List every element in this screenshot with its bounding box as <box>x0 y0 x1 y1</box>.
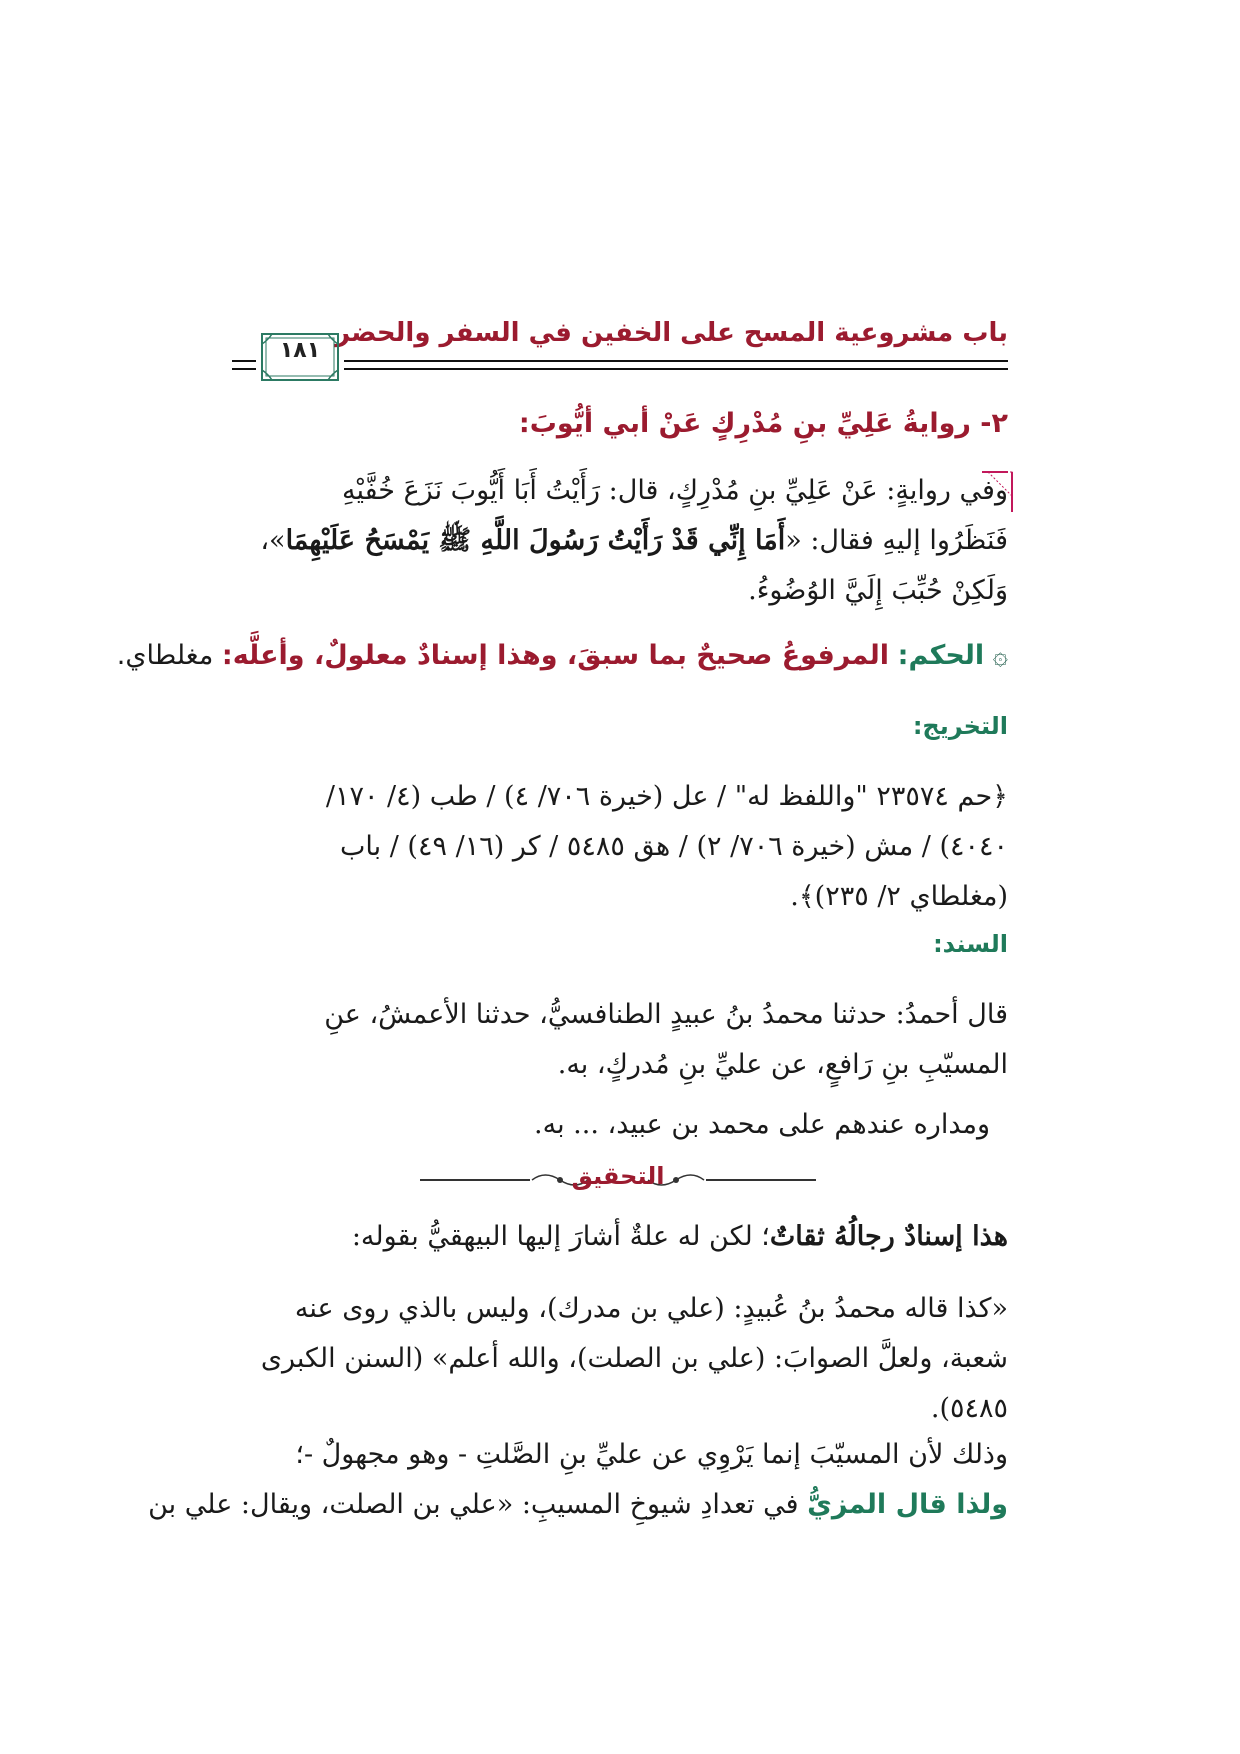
analysis-rest: ؛ لكن له علةٌ أشارَ إليها البيهقيُّ بقوله: <box>351 1221 770 1252</box>
quote-line: ٥٤٨٥). <box>930 1393 1008 1424</box>
narration-line <box>232 516 1008 566</box>
header-rule <box>344 360 1008 362</box>
quote-line: شعبة، ولعلَّ الصوابَ: (علي بن الصلت)، والله أعلم» (السنن الكبرى <box>260 1343 1008 1374</box>
takhrij-heading: التخريج: <box>912 712 1008 740</box>
explanation-rest: في تعدادِ شيوخِ المسيبِ: «علي بن الصلت، ويقال: علي بن <box>148 1489 808 1520</box>
takhrij-line: ٤٠٤٠) / مش (خيرة ٧٠٦/ ٢) / هق ٥٤٨٥ / كر (١٦/ ٤٩) / باب <box>340 831 1008 862</box>
hadith-text: أَمَا إِنِّي قَدْ رَأَيْتُ رَسُولَ اللَّهِ ﷺ يَمْسَحُ عَلَيْهِمَا <box>285 525 786 556</box>
madar-line: ومداره عندهم على محمد بن عبيد، ... به. <box>534 1109 990 1140</box>
madar-text <box>232 1100 1008 1150</box>
header-rule <box>232 368 256 370</box>
ruling-text: المرفوعُ صحيحٌ بما سبقَ، وهذا إسنادٌ معلولٌ، وأعلَّه: <box>221 640 890 671</box>
tahqiq-heading: التحقيق <box>571 1162 665 1190</box>
narration-text-end: »، <box>260 525 286 556</box>
sanad-heading: السند: <box>933 930 1008 958</box>
sanad-text <box>232 990 1008 1090</box>
running-header <box>232 318 1008 388</box>
narration-line: وفي روايةٍ: عَنْ عَلِيِّ بنِ مُدْرِكٍ، قال: رَأَيْتُ أَبَا أَيُّوبَ نَزَعَ خُفَّيْهِ <box>342 475 1008 506</box>
explanation-line: وذلك لأن المسيّبَ إنما يَرْوِي عن عليِّ بنِ الصَّلتِ - وهو مجهولٌ -؛ <box>295 1439 1008 1470</box>
tahqiq-divider <box>420 1162 816 1196</box>
header-rule <box>232 360 256 362</box>
narration-text <box>232 466 1008 616</box>
ruling <box>116 640 1008 671</box>
explanation-line <box>148 1480 1008 1530</box>
quote-paragraph <box>232 1284 1008 1434</box>
flower-ornament-icon: ۞ <box>992 641 1008 671</box>
analysis-line <box>232 1212 1008 1262</box>
takhrij-line: ﴿حم ٢٣٥٧٤ "واللفظ له" / عل (خيرة ٧٠٦/ ٤) / طب (٤/ ١٧٠/ <box>325 781 1008 812</box>
chapter-title: باب مشروعية المسح على الخفين في السفر والحضر <box>335 318 1008 348</box>
ruling-label: الحكم: <box>897 640 985 671</box>
mizzi-emphasis: ولذا قال المزيُّ <box>807 1489 1008 1520</box>
analysis-bold: هذا إسنادٌ رجالُهُ ثقاتٌ <box>769 1221 1008 1252</box>
narration-line: وَلَكِنْ حُبِّبَ إِلَيَّ الوُضُوءُ. <box>748 575 1008 606</box>
page-number: ١٨١ <box>279 338 321 363</box>
takhrij-line: (مغلطاي ٢/ ٢٣٥)﴾. <box>790 881 1008 912</box>
sanad-line: المسيّبِ بنِ رَافعٍ، عن عليِّ بنِ مُدركٍ، به. <box>557 1049 1008 1080</box>
sanad-line: قال أحمدُ: حدثنا محمدُ بنُ عبيدٍ الطنافسيُّ، حدثنا الأعمشُ، عنِ <box>324 999 1008 1030</box>
page-number-badge <box>260 332 340 382</box>
narration-text-start: فَنَظَرُوا إليهِ فقال: « <box>785 525 1008 556</box>
ruling-source: مغلطاي. <box>116 640 214 671</box>
explanation-paragraph <box>148 1430 1008 1530</box>
section-heading: ٢- روايةُ عَلِيِّ بنِ مُدْرِكٍ عَنْ أبي أيُّوبَ: <box>518 408 1008 439</box>
analysis-paragraph <box>232 1212 1008 1262</box>
takhrij-text <box>232 772 1008 922</box>
header-rule <box>344 368 1008 370</box>
quote-line: «كذا قاله محمدُ بنُ عُبيدٍ: (علي بن مدرك)، وليس بالذي روى عنه <box>294 1293 1008 1324</box>
